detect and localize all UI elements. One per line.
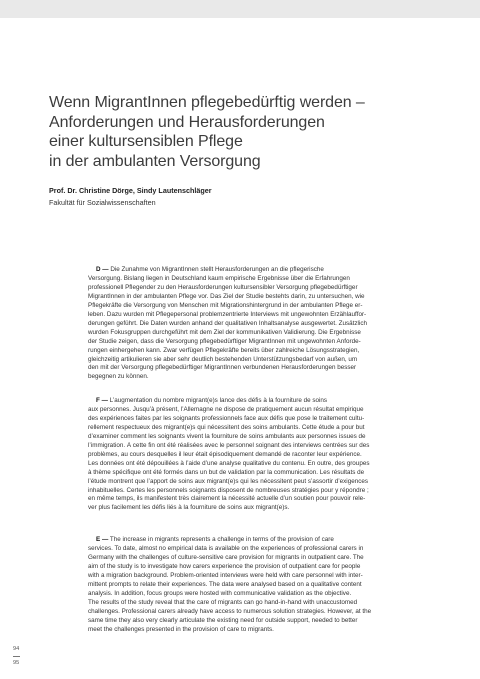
abstract-line — [88, 302, 380, 311]
abstract-text: der Studie zeigen, dass die Versorgung pflegebedürftiger MigrantInnen mit ungewohnten Anforde- — [88, 337, 361, 345]
abstract-text: problèmes, au cours desquelles il leur était épisodiquement demandé de raconter leur expérience. — [88, 450, 362, 458]
abstract-text: begegnen zu können. — [88, 373, 149, 381]
abstract-french — [88, 397, 380, 513]
abstract-line — [88, 487, 380, 496]
abstract-line — [88, 554, 380, 563]
abstract-text: challenges. Professional carers already have access to numerous solution strategies. However, at the — [88, 607, 372, 615]
abstract-text: aim of the study is to investigate how carers experience the provision of outpatient care for people — [88, 562, 361, 570]
page-numbers — [13, 646, 25, 667]
abstract-text: MigrantInnen in der ambulanten Pflege vor. Das Ziel der Studie bestehts darin, zu untersuchen, wie — [88, 292, 365, 300]
abstract-line — [88, 469, 380, 478]
abstract-text: with a migration background. Problem-oriented interviews were held with care personnel with inter- — [88, 571, 363, 579]
abstract-text: mittent prompts to relate their experiences. The data were analysed based on a qualitative content — [88, 580, 362, 588]
abstract-line — [88, 626, 380, 635]
abstract-text: rellement respectueux des migrant(e)s qui nécessitent des soins ambulants. Cette étude a pour but — [88, 423, 365, 431]
abstract-line — [88, 478, 380, 487]
abstract-text: l’étude montrent que l’apport de soins aux migrant(e)s qui les nécessitent peut s’assortir d’exigences — [88, 477, 369, 485]
language-marker: D — — [96, 266, 109, 273]
language-marker: E — — [96, 536, 109, 543]
abstract-text: analysis. In addition, focus groups were hosted with communicative validation as the objective. — [88, 589, 352, 597]
abstract-text: Germany with the challenges of culture-sensitive care provision for migrants in outpatient care. The — [88, 553, 364, 561]
abstract-line — [88, 266, 380, 275]
abstract-line — [88, 415, 380, 424]
abstract-line — [88, 442, 380, 451]
abstract-text: des expériences faites par les soignants professionnels face aux défis que pose le traitement cultu- — [88, 414, 365, 422]
abstract-line — [88, 572, 380, 581]
abstract-text: The increase in migrants represents a challenge in terms of the provision of care — [109, 536, 334, 543]
abstract-line — [88, 608, 380, 617]
abstract-text: derungen geführt. Die Daten wurden anhand der qualitativen Inhaltsanalyse ausgewertet. Zusätzlich — [88, 319, 367, 327]
abstract-text: ver plus facilement les défis liés à la fourniture de soins aux migrant(e)s. — [88, 504, 290, 512]
abstract-text: meet the challenges presented in the provision of care to migrants. — [88, 625, 274, 633]
abstract-line — [88, 451, 380, 460]
abstract-line — [88, 599, 380, 608]
abstract-text: d’examiner comment les soignants vivent la fourniture de soins ambulants aux personnes issues de — [88, 432, 366, 440]
title-line: einer kultursensiblen Pflege — [49, 133, 243, 150]
abstract-text: den mit der Versorgung pflegebedürftiger MigrantInnen verbundenen Herausforderungen besser — [88, 364, 357, 372]
authors: Prof. Dr. Christine Dörge, Sindy Lautenschläger — [49, 186, 212, 195]
abstract-text: l’immigration. À cette fin ont été réalisées avec le personnel soignant des interviews centrées sur des — [88, 441, 370, 449]
abstract-text: Pflegekräfte die Versorgung von Menschen mit Migrationshintergrund in der ambulanten Pflege er- — [88, 301, 363, 309]
abstract-text: Die Zunahme von MigrantInnen stellt Herausforderungen an die pflegerische — [110, 266, 324, 273]
abstract-text: à thème spécifique ont été formés dans un but de validation par la communication. Les résultats de — [88, 468, 365, 476]
abstract-text: Les données ont été dépouillées à l’aide d’une analyse qualitative du contenu. En outre, des groupes — [88, 459, 370, 467]
abstract-line — [88, 536, 380, 545]
abstract-line — [88, 581, 380, 590]
abstract-line — [88, 356, 380, 365]
abstract-text: inhabituelles. Certes les personnels soignants disposent de nombreuses stratégies pour y répondre ; — [88, 486, 369, 494]
abstract-line — [88, 504, 380, 513]
abstract-line — [88, 320, 380, 329]
abstract-line — [88, 617, 380, 626]
abstract-german — [88, 266, 380, 382]
header-band — [0, 0, 480, 18]
abstract-line — [88, 311, 380, 320]
abstract-line — [88, 495, 380, 504]
abstract-text: leben. Dazu wurden mit Pflegepersonal problemzentrierte Interviews mit ungewohnten Erzählauffor- — [88, 310, 367, 318]
abstract-text: en même temps, ils manifestent très clairement la nécessité actuelle d’un soutien pour pouvoir rele- — [88, 495, 366, 503]
language-marker: F — — [96, 397, 108, 404]
abstract-line — [88, 545, 380, 554]
abstract-line — [88, 293, 380, 302]
abstract-text: Versorgung. Bislang liegen in Deutschland kaum empirische Ergebnisse über die Erfahrungen — [88, 274, 350, 282]
page-number-right: 95 — [13, 659, 20, 666]
abstract-line — [88, 284, 380, 293]
abstract-line — [88, 460, 380, 469]
faculty: Fakultät für Sozialwissenschaften — [49, 198, 156, 207]
abstract-text: rungen einhergehen kann. Zwar verfügen Pflegekräfte bereits über zahlreiche Lösungsstrategien, — [88, 346, 360, 354]
abstract-line — [88, 329, 380, 338]
abstract-text: professionell Pflegender zu den Herausforderungen kultursensibler Versorgung pflegebedürftiger — [88, 283, 358, 291]
page-title — [49, 93, 449, 171]
abstract-text: gleichzeitig artikulieren sie aber sehr deutlich bestehenden Unterstützungsbedarf von außen, um — [88, 355, 358, 363]
title-line: in der ambulanten Versorgung — [49, 152, 261, 170]
abstract-text: aux personnes. Jusqu’à présent, l’Allemagne ne dispose de pratiquement aucun résultat empirique — [88, 405, 364, 413]
abstract-line — [88, 338, 380, 347]
abstract-text: wurden Fokusgruppen durchgeführt mit dem Ziel der kommunikativen Validierung. Die Ergebnisse — [88, 328, 361, 336]
abstract-line — [88, 406, 380, 415]
abstract-line — [88, 275, 380, 284]
abstract-text: services. To date, almost no empirical data is available on the experiences of professional carers in — [88, 544, 364, 552]
abstract-line — [88, 373, 380, 382]
abstract-line — [88, 590, 380, 599]
abstract-text: same time they also very clearly articulate the existing need for outside support, needed to better — [88, 616, 358, 624]
abstract-text: The results of the study reveal that the care of migrants can go hand-in-hand with unaccustomed — [88, 598, 358, 606]
abstract-line — [88, 364, 380, 373]
abstract-line — [88, 433, 380, 442]
abstract-line — [88, 424, 380, 433]
abstract-text: L’augmentation du nombre migrant(e)s lance des défis à la fourniture de soins — [109, 397, 328, 404]
title-line: Anforderungen und Herausforderungen — [49, 113, 325, 131]
title-line: Wenn MigrantInnen pflegebedürftig werden – — [49, 94, 365, 111]
page-number-left: 94 — [13, 646, 20, 652]
abstract-english — [88, 536, 380, 634]
abstract-line — [88, 563, 380, 572]
abstract-line — [88, 397, 380, 406]
page-number-divider — [13, 656, 20, 657]
abstract-line — [88, 347, 380, 356]
